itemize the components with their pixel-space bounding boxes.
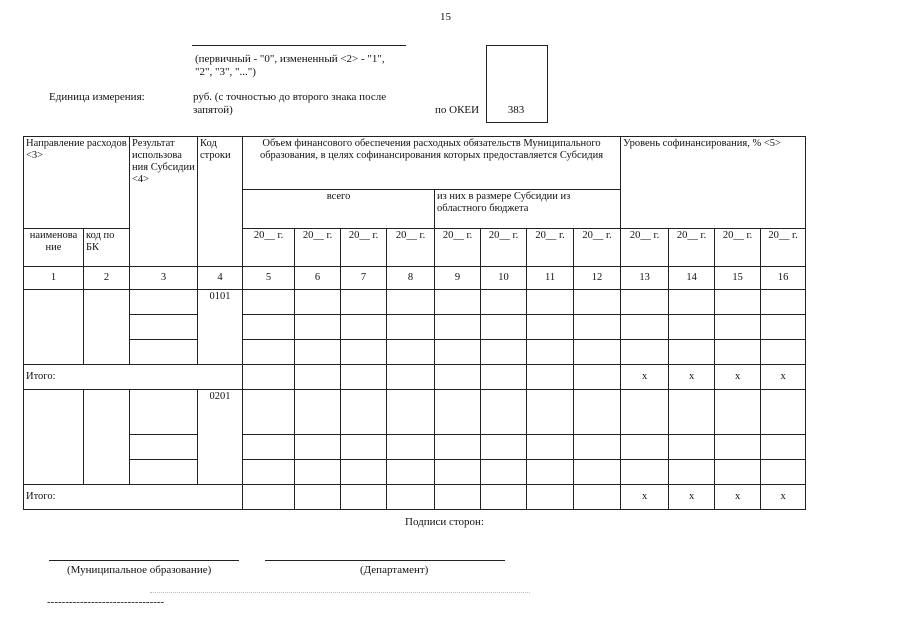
empty-cell: [84, 290, 130, 365]
column-number: 16: [761, 267, 806, 290]
header-regional: из них в размере Субсидии из областного бюджета: [435, 190, 621, 229]
x-mark: x: [715, 365, 761, 390]
header-direction: Направление расходов <3>: [24, 137, 130, 229]
year-cell: 20__ г.: [669, 229, 715, 267]
x-mark: x: [621, 365, 669, 390]
table-row: [24, 340, 806, 365]
header-total: всего: [243, 190, 435, 229]
column-number: 5: [243, 267, 295, 290]
signature-label-department: (Департамент): [360, 564, 429, 576]
x-mark: x: [715, 485, 761, 510]
total-label: Итого:: [24, 485, 243, 510]
empty-cell: [130, 290, 198, 315]
unit-value: руб. (с точностью до второго знака после запятой): [193, 91, 387, 116]
header-name: наименова ние: [24, 229, 84, 267]
scan-artifact-line: [150, 592, 530, 593]
column-number: 10: [481, 267, 527, 290]
column-number: 8: [387, 267, 435, 290]
signature-label-municipality: (Муниципальное образование): [67, 564, 212, 576]
column-number: 14: [669, 267, 715, 290]
column-number: 6: [295, 267, 341, 290]
revision-note: (первичный - "0", измененный <2> - "1", "2", "3", "..."): [195, 53, 385, 78]
column-number: 2: [84, 267, 130, 290]
table-row: [24, 435, 806, 460]
year-cell: 20__ г.: [387, 229, 435, 267]
column-number: 7: [341, 267, 387, 290]
column-number-row: [24, 267, 806, 290]
year-cell: 20__ г.: [435, 229, 481, 267]
x-mark: x: [761, 365, 806, 390]
table-row: [24, 290, 806, 315]
funding-table: [23, 136, 806, 510]
empty-cell: [24, 290, 84, 365]
year-cell: 20__ г.: [243, 229, 295, 267]
total-row: [24, 485, 806, 510]
year-cell: 20__ г.: [341, 229, 387, 267]
column-number: 13: [621, 267, 669, 290]
header-result: Результат использова ния Субсидии <4>: [130, 137, 198, 267]
signature-line-municipality: [49, 560, 239, 561]
x-mark: x: [669, 365, 715, 390]
empty-cell: [84, 390, 130, 485]
table-row: [24, 390, 806, 435]
year-cell: 20__ г.: [715, 229, 761, 267]
column-number: 4: [198, 267, 243, 290]
header-code: Код строки: [198, 137, 243, 267]
signature-line-department: [265, 560, 505, 561]
header-volume: Объем финансового обеспечения расходных обязательств Муниципального образования, в целях софинансирования которых предоставляется Субсидия: [243, 137, 621, 190]
year-cell: 20__ г.: [761, 229, 806, 267]
year-cell: 20__ г.: [527, 229, 574, 267]
year-cell: 20__ г.: [574, 229, 621, 267]
table-row: [24, 460, 806, 485]
unit-label: Единица измерения:: [49, 91, 145, 103]
header-bk-code: код по БК: [84, 229, 130, 267]
total-row: [24, 365, 806, 390]
column-number: 9: [435, 267, 481, 290]
year-cell: 20__ г.: [621, 229, 669, 267]
x-mark: x: [621, 485, 669, 510]
signatures-title: Подписи сторон:: [405, 516, 485, 528]
empty-cell: [24, 390, 84, 485]
row-code: 0101: [198, 290, 243, 365]
column-number: 15: [715, 267, 761, 290]
table-row: [24, 315, 806, 340]
x-mark: x: [669, 485, 715, 510]
x-mark: x: [761, 485, 806, 510]
row-code: 0201: [198, 390, 243, 485]
okei-label: по ОКЕИ: [435, 104, 480, 116]
footnote-separator: --------------------------------: [47, 596, 165, 608]
column-number: 12: [574, 267, 621, 290]
header-row-1: [24, 137, 806, 190]
header-cofinancing: Уровень софинансирования, % <5>: [621, 137, 806, 229]
year-cell: 20__ г.: [295, 229, 341, 267]
okei-code: 383: [507, 104, 525, 116]
column-number: 11: [527, 267, 574, 290]
year-cell: 20__ г.: [481, 229, 527, 267]
column-number: 1: [24, 267, 84, 290]
total-label: Итого:: [24, 365, 243, 390]
column-number: 3: [130, 267, 198, 290]
page-number: 15: [440, 11, 451, 23]
header-divider: [192, 45, 406, 46]
empty-cell: [130, 390, 198, 435]
